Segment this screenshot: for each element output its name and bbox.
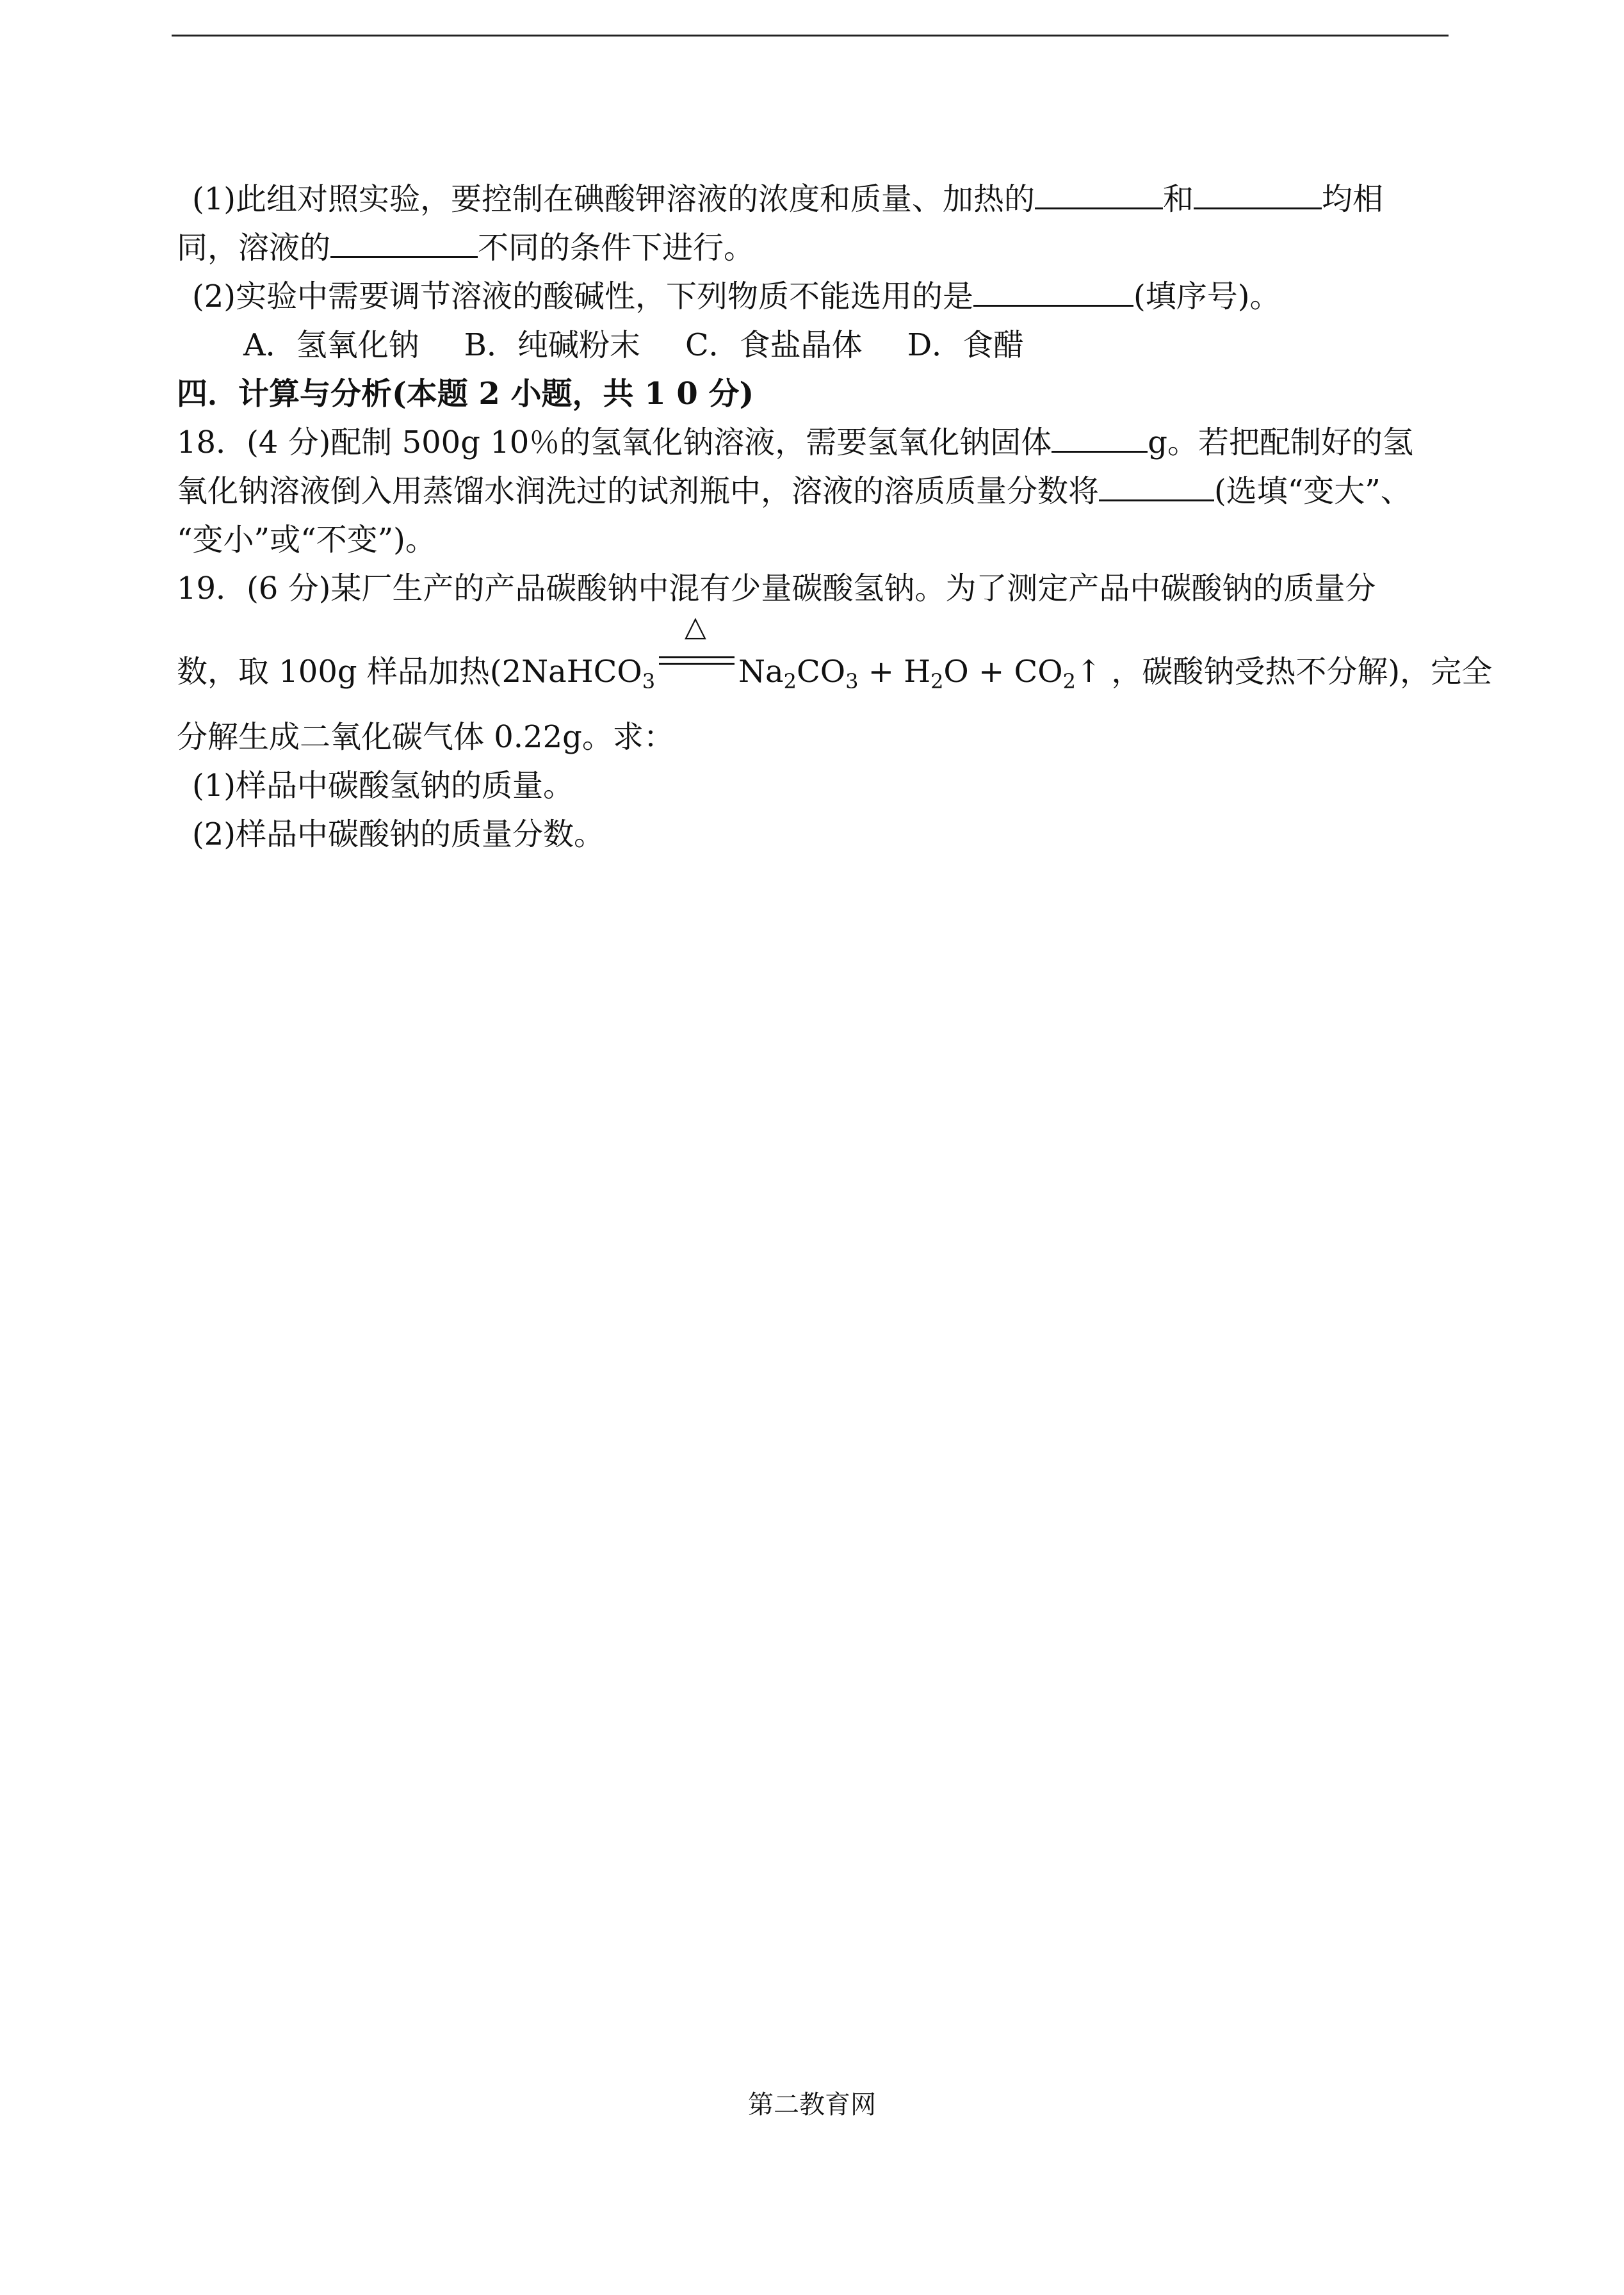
q18-text4: (选填“变大”、 (1214, 473, 1411, 509)
answer-blank[interactable] (1194, 178, 1322, 209)
q18-line3: “变小”或“不变”)。 (177, 522, 436, 558)
option-b: B．纯碱粉末 (464, 327, 640, 363)
q18-text2: g。若把配制好的氢 (1148, 425, 1414, 460)
answer-blank[interactable] (330, 227, 478, 258)
subscript: 3 (642, 669, 656, 693)
q18-line1 (177, 416, 1413, 469)
q19-line1: 19．(6 分)某厂生产的产品碳酸钠中混有少量碳酸氢钠。为了测定产品中碳酸钠的质量分 (177, 571, 1376, 606)
formula-h: + H (858, 654, 931, 690)
option-a: A．氢氧化钠 (243, 327, 419, 363)
q19-subquestion-2: (2)样品中碳酸钠的质量分数。 (192, 816, 605, 852)
subscript: 2 (930, 669, 944, 693)
answer-blank[interactable] (1099, 470, 1214, 501)
heat-reaction-arrow (655, 610, 738, 682)
option-c: C．食盐晶体 (685, 327, 863, 363)
formula-o-co: O + CO (943, 654, 1063, 690)
subscript: 2 (783, 669, 797, 693)
q17-part1-line2 (177, 222, 754, 274)
gas-arrow-icon: ↑ (1075, 654, 1102, 690)
heat-triangle-icon: △ (685, 610, 706, 643)
answer-blank[interactable] (1035, 178, 1163, 209)
q19-text-post: ，碳酸钠受热不分解)，完全 (1101, 654, 1493, 690)
q18-text1: 18．(4 分)配制 500g 10％的氢氧化钠溶液，需要氢氧化钠固体 (177, 425, 1052, 460)
q18-line2 (177, 465, 1411, 517)
q17-part1-text3: 不同的条件下进行。 (478, 230, 755, 266)
q17-options (243, 319, 1069, 371)
q19-line3: 分解生成二氧化碳气体 0.22g。求： (177, 719, 674, 755)
q17-part2-text: (2)实验中需要调节溶液的酸碱性，下列物质不能选用的是 (192, 279, 973, 314)
formula-co: CO (797, 654, 846, 690)
subscript: 2 (1062, 669, 1076, 693)
q17-part2-line (192, 270, 1280, 323)
q17-part1-text: (1)此组对照实验，要控制在碘酸钾溶液的浓度和质量、加热的 (192, 181, 1035, 217)
q18-text3: 氧化钠溶液倒入用蒸馏水润洗过的试剂瓶中，溶液的溶质质量分数将 (177, 473, 1100, 509)
section-4-title: 四．计算与分析(本题 2 小题，共 1 0 分) (177, 376, 754, 412)
q17-part1-line1 (192, 173, 1383, 225)
answer-blank[interactable] (1052, 421, 1148, 453)
q17-part2-tail: (填序号)。 (1133, 279, 1281, 314)
q19-line2 (177, 610, 1493, 698)
subscript: 3 (845, 669, 859, 693)
q17-part1-tail: 均相 (1322, 181, 1384, 217)
q17-part1-text2: 同，溶液的 (177, 230, 331, 266)
q17-part1-and: 和 (1163, 181, 1194, 217)
page-footer: 第二教育网 (748, 2090, 876, 2120)
formula-na: Na (738, 654, 784, 690)
option-d: D．食醋 (907, 327, 1025, 363)
answer-blank[interactable] (973, 275, 1133, 307)
q19-text-pre: 数，取 100g 样品加热(2NaHCO (177, 654, 642, 690)
q19-subquestion-1: (1)样品中碳酸氢钠的质量。 (192, 768, 574, 804)
header-rule (172, 35, 1449, 36)
